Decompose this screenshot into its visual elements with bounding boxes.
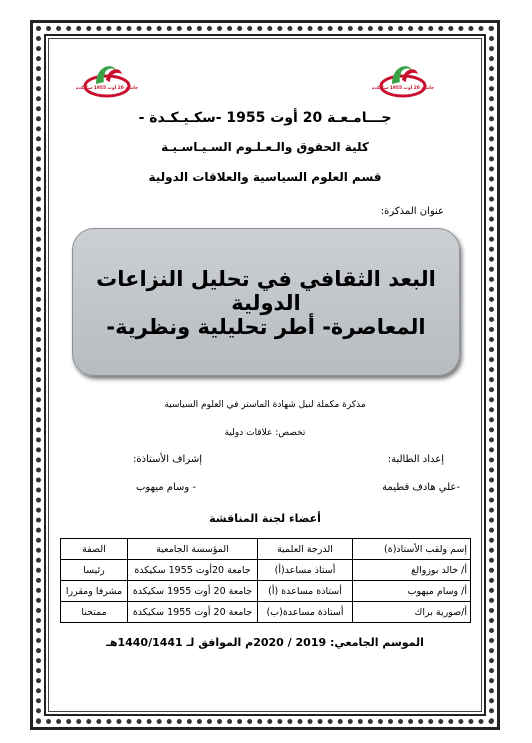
jury-member-role: مشرفا ومقررا [61,581,128,602]
jury-member-name: أ/ خالد بوزوالغ [353,560,471,581]
prepared-by-label: إعداد الطالبة: [387,454,444,465]
supervisor-name: - وسام ميهوب [136,482,196,493]
jury-header-name: إسم ولقب الأستاذ(ة) [353,539,471,560]
university-logo-right-text: جامعة 20 أوت 1955 سكيكدة [371,86,435,91]
jury-member-rank: أستاذ مساعد(أ) [258,560,353,581]
thesis-purpose: مذكرة مكملة لنيل شهادة الماستر في العلوم السياسية [164,400,366,410]
jury-member-institution: جامعة 20 أوت 1955 سكيكدة [128,602,258,623]
table-row [61,560,471,581]
jury-member-institution: جامعة 20أوت 1955 سكيكدة [128,560,258,581]
academic-season: الموسم الجامعي: 2019 / 2020م الموافق لـ 1440/1441هـ [106,636,424,649]
jury-table-header-row [61,539,471,560]
jury-member-name: أ/صورية براك [353,602,471,623]
memo-title-label: عنوان المذكرة: [380,206,444,217]
jury-member-name: أ/ وسام ميهوب [353,581,471,602]
jury-member-role: رئيسا [61,560,128,581]
thesis-specialty: تخصص: علاقات دولية [224,428,306,438]
jury-table [60,538,471,623]
university-logo-right [371,56,435,106]
thesis-title-box [72,228,460,376]
student-name: -علي هادف فطيمة [382,482,460,493]
supervised-by-label: إشراف الأستاذة: [133,454,202,465]
department-name: قسم العلوم السياسية والعلاقات الدولية [148,170,382,184]
university-logo-left [75,56,139,106]
jury-header-institution: المؤسسة الجامعية [128,539,258,560]
jury-header-role: الصفة [61,539,128,560]
thesis-title-line-2: المعاصرة- أطر تحليلية ونظرية- [106,315,426,339]
thesis-title-line-1: البعد الثقافي في تحليل النزاعات الدولية [96,267,436,315]
university-logo-left-text: جامعة 20 أوت 1955 سكيكدة [75,86,139,91]
jury-title: أعضاء لجنة المناقشة [209,512,321,525]
jury-member-rank: أستاذة مساعدة (أ) [258,581,353,602]
jury-member-role: ممتحنا [61,602,128,623]
jury-header-rank: الدرجة العلمية [258,539,353,560]
university-name: جـــامـعـة 20 أوت 1955 -سكـيـكـدة - [138,110,392,126]
faculty-name: كلية الحقوق والـعـلـوم السـيـاسـيـة [161,140,369,154]
table-row [61,581,471,602]
jury-member-rank: أستاذة مساعدة(ب) [258,602,353,623]
table-row [61,602,471,623]
jury-member-institution: جامعة 20 أوت 1955 سكيكدة [128,581,258,602]
